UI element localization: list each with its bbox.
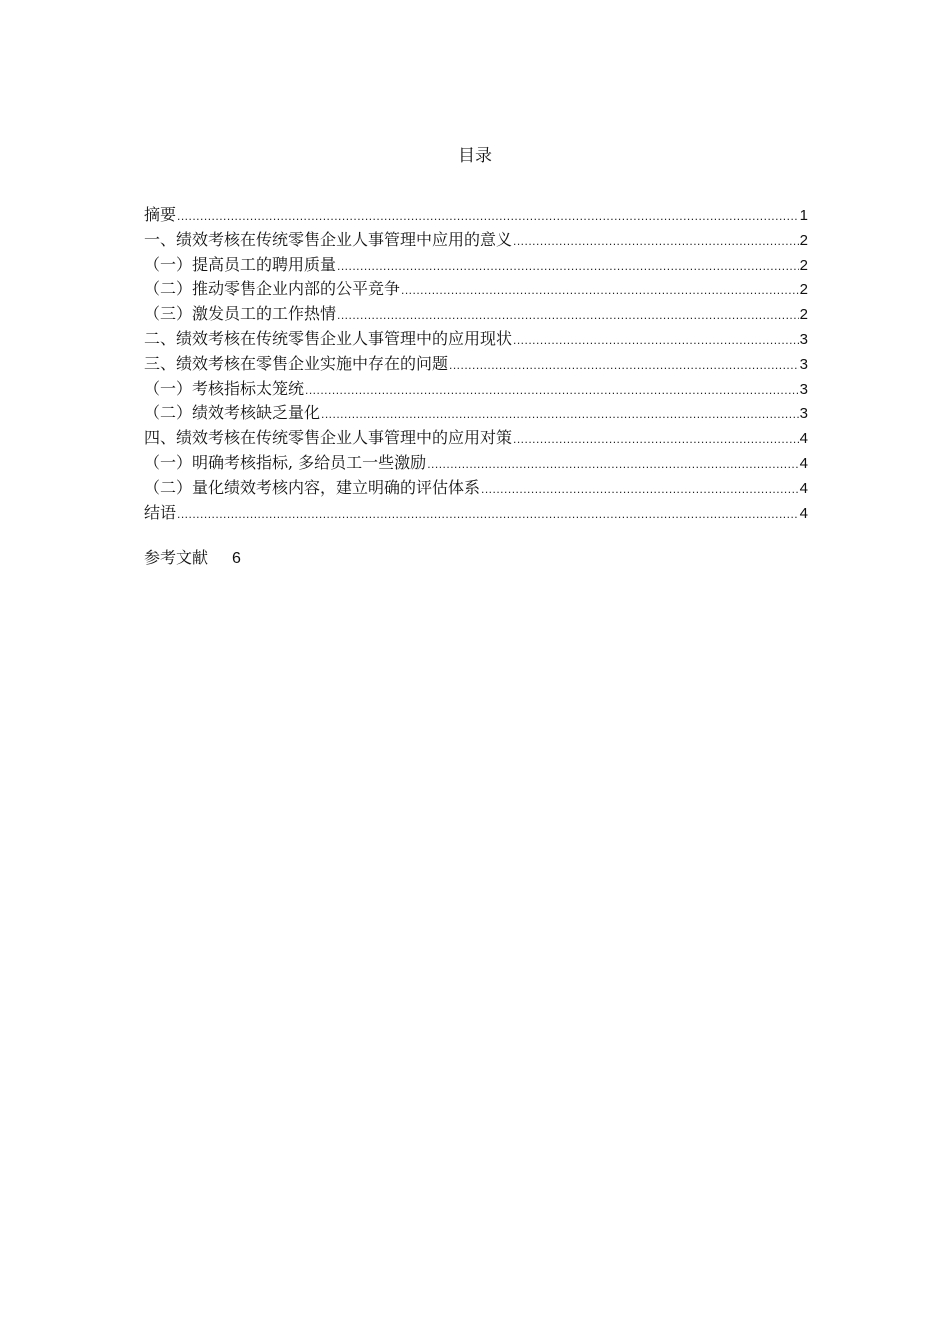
toc-dot-leader (481, 477, 799, 502)
toc-title: 目录 (458, 146, 492, 166)
toc-entry-section-3[interactable] (144, 352, 808, 377)
toc-entry-text: 三、绩效考核在零售企业实施中存在的问题 (144, 353, 449, 373)
references-page: 6 (232, 550, 241, 567)
toc-entry-text: （一）提高员工的聘用质量 (144, 254, 337, 274)
toc-dot-leader (513, 328, 799, 353)
references-label: 参考文献 (144, 548, 209, 567)
toc-entry-page: 3 (799, 330, 808, 348)
toc-dot-leader (401, 278, 799, 303)
toc-entry-page: 3 (799, 405, 808, 423)
toc-entry-text: （一）考核指标太笼统 (144, 378, 305, 398)
toc-dot-leader (513, 427, 799, 452)
toc-entry-abstract[interactable] (144, 203, 808, 228)
toc-dot-leader (321, 402, 799, 427)
toc-entry-section-1-2[interactable] (144, 277, 808, 302)
toc-entry-page: 2 (799, 256, 808, 274)
toc-entry-section-1[interactable] (144, 228, 808, 253)
toc-entry-page: 4 (799, 504, 808, 522)
toc-entry-text: （三）激发员工的工作热情 (144, 304, 337, 324)
toc-entry-section-2[interactable] (144, 327, 808, 352)
toc-entry-text: （二）量化绩效考核内容，建立明确的评估体系 (144, 477, 481, 497)
toc-entry-section-4[interactable] (144, 426, 808, 451)
toc-entry-conclusion[interactable] (144, 501, 808, 526)
toc-entry-text: 四、绩效考核在传统零售企业人事管理中的应用对策 (144, 428, 513, 448)
toc-dot-leader (177, 204, 799, 229)
toc-entry-references[interactable] (144, 546, 241, 571)
toc-entry-page: 3 (799, 355, 808, 373)
toc-entry-page: 2 (799, 306, 808, 324)
toc-entry-section-3-1[interactable] (144, 377, 808, 402)
toc-entry-page: 4 (799, 479, 808, 497)
toc-entry-text: 结语 (144, 502, 177, 522)
toc-dot-leader (337, 254, 799, 279)
toc-entry-text: 一、绩效考核在传统零售企业人事管理中应用的意义 (144, 229, 513, 249)
toc-dot-leader (513, 229, 799, 254)
toc-entry-section-1-1[interactable] (144, 253, 808, 278)
toc-dot-leader (305, 378, 799, 403)
toc-entry-text: （一）明确考核指标, 多给员工一些激励 (144, 452, 427, 472)
toc-entry-text: 摘要 (144, 205, 177, 224)
toc-entry-section-1-3[interactable] (144, 302, 808, 327)
toc-entry-text: （二）推动零售企业内部的公平竞争 (144, 279, 401, 299)
toc-entry-section-4-2[interactable] (144, 476, 808, 501)
toc-entry-section-4-1[interactable] (144, 451, 808, 476)
toc-dot-leader (427, 452, 798, 477)
toc-dot-leader (177, 502, 799, 527)
toc-entry-page: 2 (799, 281, 808, 299)
toc-entry-page: 4 (799, 430, 808, 448)
toc-list (144, 203, 808, 525)
toc-entry-text: （二）绩效考核缺乏量化 (144, 403, 321, 423)
toc-entry-section-3-2[interactable] (144, 401, 808, 426)
toc-entry-page: 4 (799, 454, 808, 472)
toc-entry-page: 2 (799, 231, 808, 249)
toc-entry-page: 3 (799, 380, 808, 398)
toc-entry-text: 二、绩效考核在传统零售企业人事管理中的应用现状 (144, 328, 513, 348)
toc-entry-page: 1 (799, 207, 808, 224)
toc-dot-leader (337, 303, 799, 328)
toc-dot-leader (449, 353, 799, 378)
